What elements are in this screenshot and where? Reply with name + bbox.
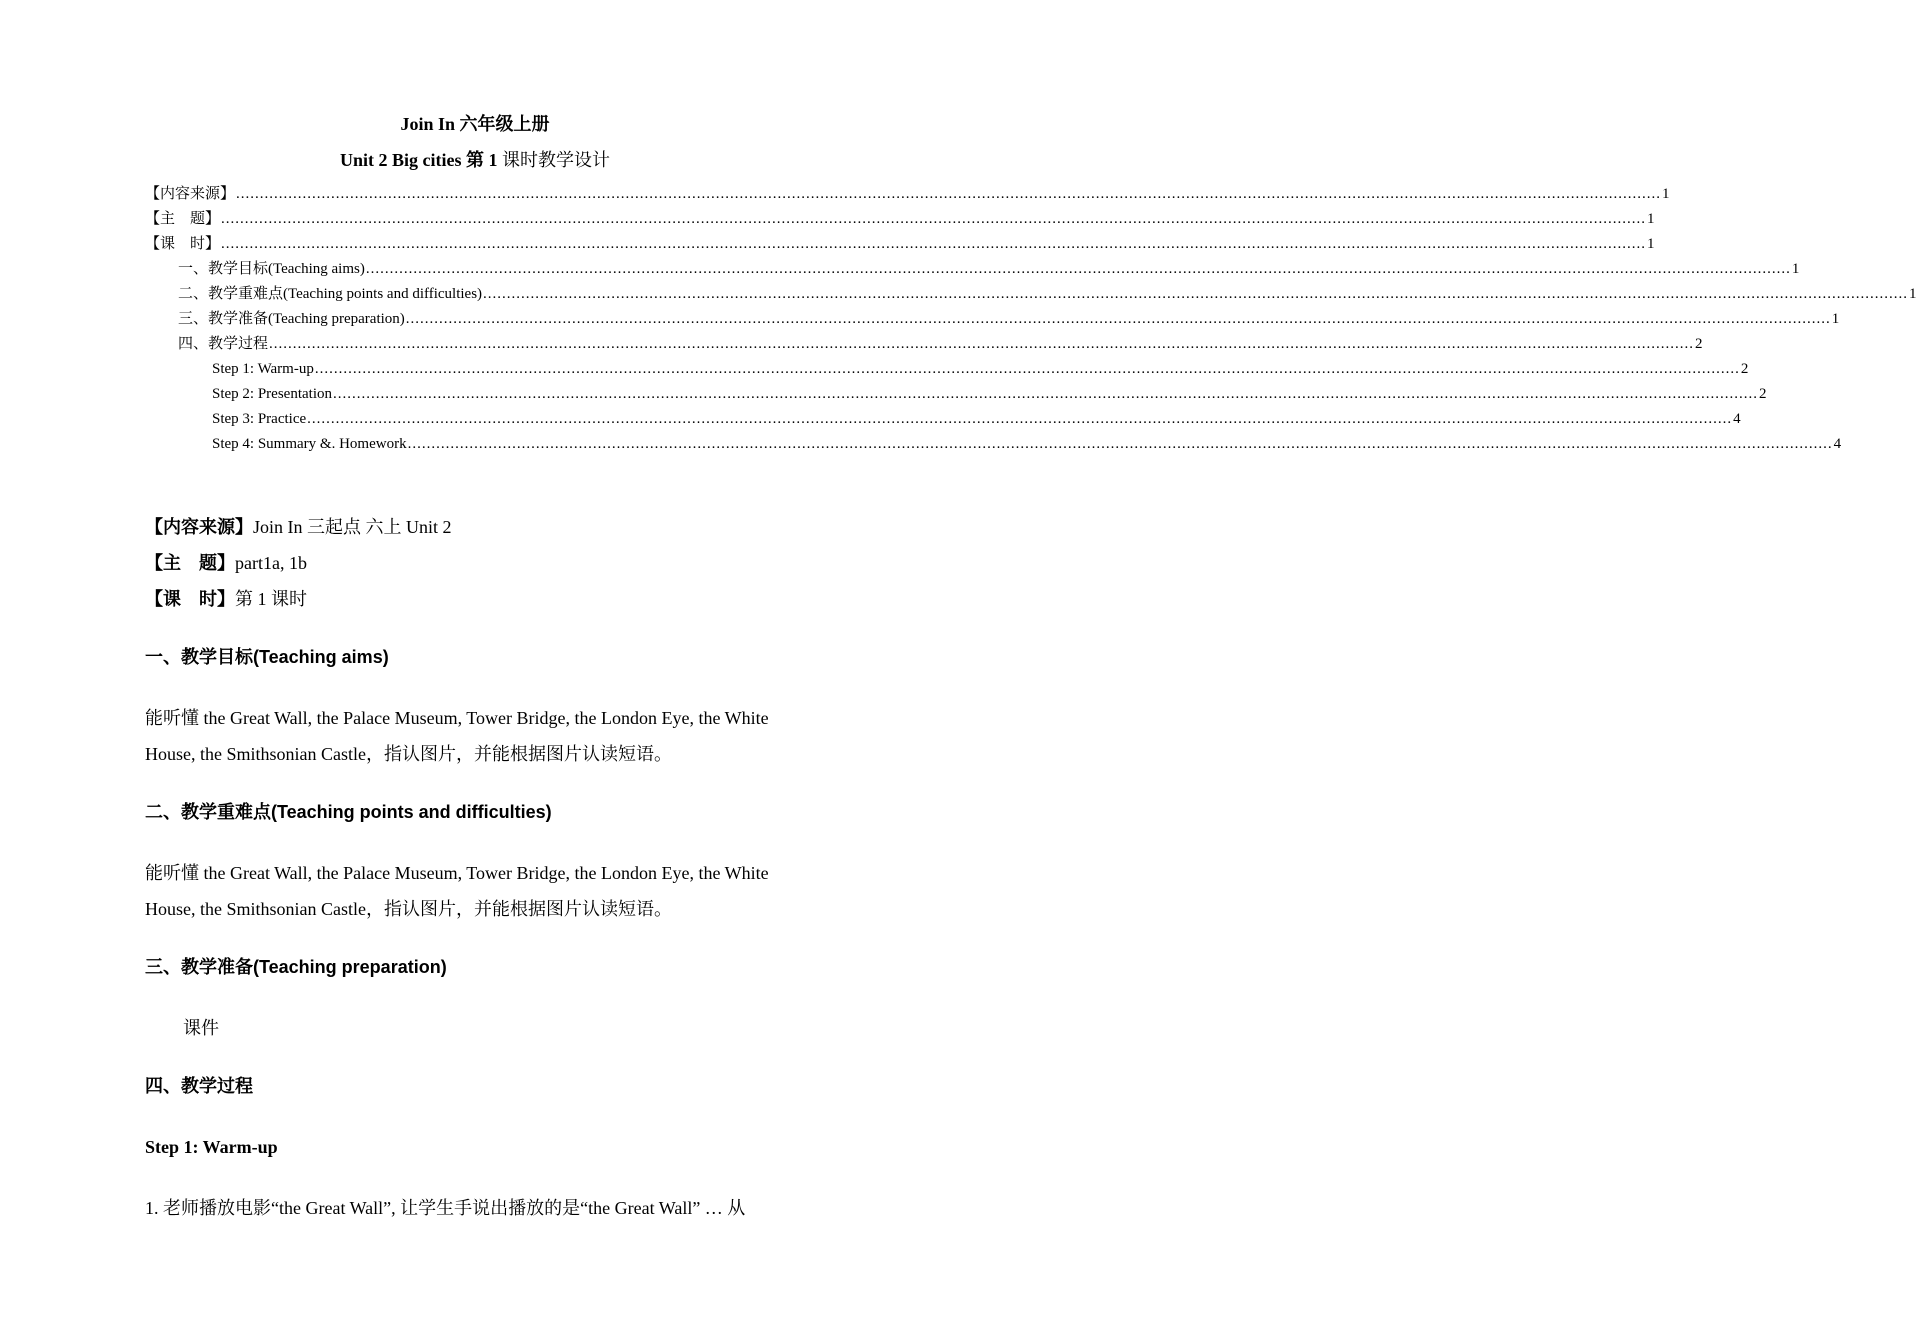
toc-entry-page: 1: [1909, 286, 1917, 302]
toc-leader-dots: ............................................................................................................................................................................................................................................................................................................: [221, 236, 1647, 252]
toc-leader-dots: ............................................................................................................................................................................................................................................................................................................: [314, 361, 1740, 377]
aims-heading: 一、教学目标(Teaching aims): [145, 647, 389, 667]
points-heading: 二、教学重难点(Teaching points and difficulties): [145, 802, 552, 822]
toc-leader-dots: ............................................................................................................................................................................................................................................................................................................: [405, 311, 1831, 327]
aims-text: 能听懂 the Great Wall, the Palace Museum, Tower Bridge, the London Eye, the White House, the Smithsonian Castle，指认图片，并能根据图片认读短语。: [145, 708, 769, 764]
toc-entry-label: 【内容来源】: [145, 186, 236, 202]
toc-entry-label: Step 1: Warm-up: [212, 361, 314, 377]
toc-entry[interactable]: [145, 183, 1670, 205]
step1-text: 1. 老师播放电影“the Great Wall”, 让学生手说出播放的是“the Great Wall” … 从: [145, 1198, 746, 1218]
toc-entry-page: 4: [1733, 411, 1741, 427]
meta-topic: 【主 题】part1a, 1b: [145, 553, 307, 574]
meta-source: 【内容来源】Join In 三起点 六上 Unit 2: [145, 517, 452, 538]
document-title: Join In 六年级上册: [400, 114, 550, 134]
toc-entry-page: 2: [1759, 386, 1767, 402]
toc-entry-label: 一、教学目标(Teaching aims): [178, 261, 365, 277]
toc-entry-page: 1: [1647, 236, 1655, 252]
points-text: 能听懂 the Great Wall, the Palace Museum, Tower Bridge, the London Eye, the White House, the Smithsonian Castle，指认图片，并能根据图片认读短语。: [145, 863, 769, 919]
toc-entry-page: 1: [1831, 311, 1840, 327]
toc-entry-page: 1: [1647, 211, 1655, 227]
toc-leader-dots: ............................................................................................................................................................................................................................................................................................................: [365, 261, 1791, 277]
document-subtitle: Unit 2 Big cities 第 1 课时教学设计: [340, 150, 610, 170]
toc-entry-label: 四、教学过程: [178, 336, 269, 352]
toc-leader-dots: ............................................................................................................................................................................................................................................................................................................: [269, 336, 1695, 352]
process-heading: 四、教学过程: [145, 1076, 253, 1096]
prep-text: 课件: [183, 1018, 219, 1038]
toc-entry-label: Step 4: Summary &. Homework: [212, 436, 407, 452]
toc-leader-dots: ............................................................................................................................................................................................................................................................................................................: [221, 211, 1647, 227]
toc-entry-label: Step 3: Practice: [212, 411, 307, 427]
toc-entry-label: 【主 题】: [145, 211, 221, 227]
prep-heading: 三、教学准备(Teaching preparation): [145, 957, 447, 977]
toc-leader-dots: ............................................................................................................................................................................................................................................................................................................: [236, 186, 1662, 202]
toc-entry[interactable]: [178, 308, 1840, 330]
toc-entry-label: 三、教学准备(Teaching preparation): [178, 311, 405, 327]
toc-entry[interactable]: [212, 433, 1842, 455]
toc-entry[interactable]: [212, 383, 1767, 405]
toc-entry-label: Step 2: Presentation: [212, 386, 332, 402]
toc-entry[interactable]: [212, 358, 1749, 380]
toc-entry-label: 【课 时】: [145, 236, 221, 252]
toc-leader-dots: ............................................................................................................................................................................................................................................................................................................: [407, 436, 1833, 452]
toc-entry[interactable]: [212, 408, 1741, 430]
toc-entry-page: 4: [1833, 436, 1842, 452]
toc-entry[interactable]: [145, 208, 1655, 230]
toc-entry-page: 2: [1695, 336, 1703, 352]
toc-entry-page: 1: [1662, 186, 1670, 202]
toc-entry[interactable]: [178, 258, 1800, 280]
toc-leader-dots: ............................................................................................................................................................................................................................................................................................................: [483, 286, 1909, 302]
toc-entry[interactable]: [178, 283, 1917, 305]
toc-entry-page: 2: [1740, 361, 1749, 377]
toc-leader-dots: ............................................................................................................................................................................................................................................................................................................: [307, 411, 1733, 427]
step1-heading: Step 1: Warm-up: [145, 1137, 278, 1157]
meta-period: 【课 时】第 1 课时: [145, 589, 307, 610]
toc-leader-dots: ............................................................................................................................................................................................................................................................................................................: [333, 386, 1758, 402]
toc-entry-label: 二、教学重难点(Teaching points and difficulties): [178, 286, 483, 302]
toc-entry[interactable]: [145, 233, 1655, 255]
toc-entry-page: 1: [1791, 261, 1800, 277]
toc-entry[interactable]: [178, 333, 1703, 355]
